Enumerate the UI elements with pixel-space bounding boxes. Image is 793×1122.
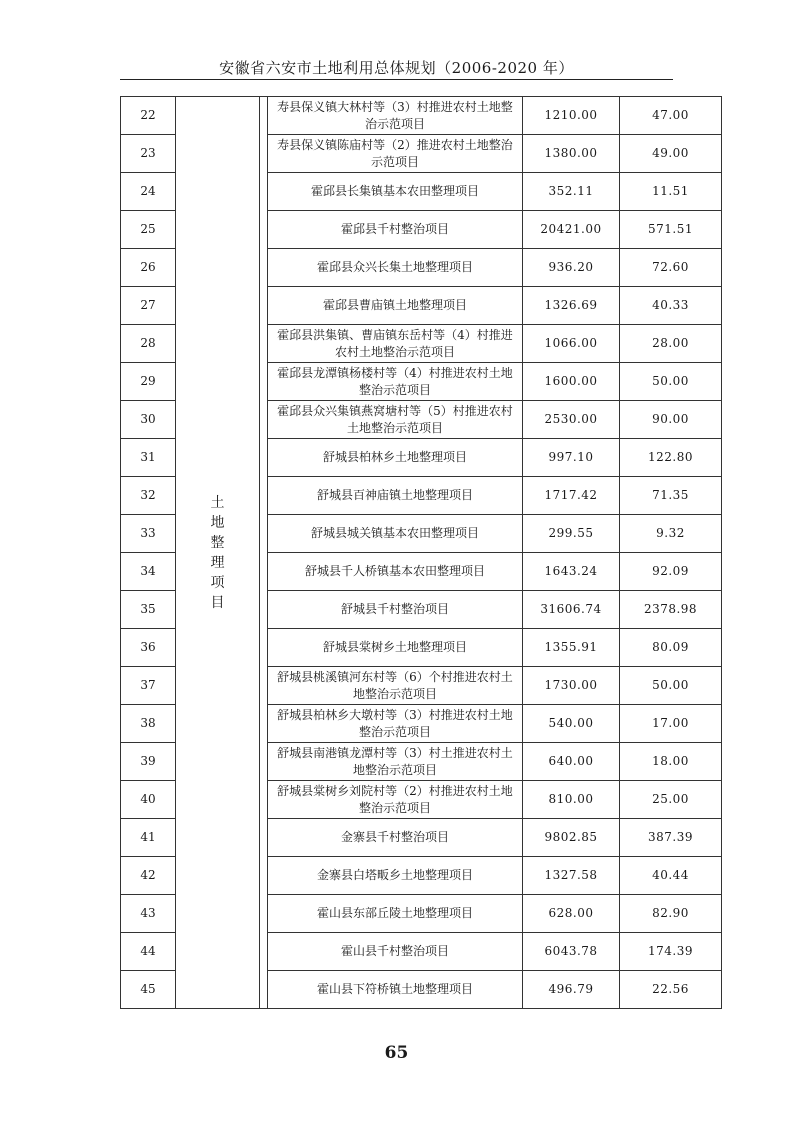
row-number: 22 xyxy=(121,97,176,135)
table-row xyxy=(121,97,722,135)
project-scale: 2530.00 xyxy=(523,401,620,439)
project-name: 霍邱县众兴长集土地整理项目 xyxy=(268,249,523,287)
row-number: 23 xyxy=(121,135,176,173)
project-name: 寿县保义镇大林村等（3）村推进农村土地整治示范项目 xyxy=(268,97,523,135)
project-scale: 1730.00 xyxy=(523,667,620,705)
project-name: 寿县保义镇陈庙村等（2）推进农村土地整治示范项目 xyxy=(268,135,523,173)
project-scale: 352.11 xyxy=(523,173,620,211)
project-amount: 2378.98 xyxy=(620,591,722,629)
project-amount: 571.51 xyxy=(620,211,722,249)
project-amount: 22.56 xyxy=(620,971,722,1009)
project-scale: 1066.00 xyxy=(523,325,620,363)
project-name: 金寨县白塔畈乡土地整理项目 xyxy=(268,857,523,895)
project-name: 舒城县棠树乡土地整理项目 xyxy=(268,629,523,667)
project-name: 霍邱县洪集镇、曹庙镇东岳村等（4）村推进农村土地整治示范项目 xyxy=(268,325,523,363)
project-scale: 31606.74 xyxy=(523,591,620,629)
project-name: 舒城县棠树乡刘院村等（2）村推进农村土地整治示范项目 xyxy=(268,781,523,819)
row-number: 33 xyxy=(121,515,176,553)
project-name: 霍邱县众兴集镇燕窝塘村等（5）村推进农村土地整治示范项目 xyxy=(268,401,523,439)
project-amount: 80.09 xyxy=(620,629,722,667)
project-name: 舒城县柏林乡大墩村等（3）村推进农村土地整治示范项目 xyxy=(268,705,523,743)
project-amount: 174.39 xyxy=(620,933,722,971)
project-scale: 1717.42 xyxy=(523,477,620,515)
project-name: 霍邱县千村整治项目 xyxy=(268,211,523,249)
project-amount: 40.33 xyxy=(620,287,722,325)
project-name: 霍邱县龙潭镇杨楼村等（4）村推进农村土地整治示范项目 xyxy=(268,363,523,401)
row-number: 35 xyxy=(121,591,176,629)
row-number: 41 xyxy=(121,819,176,857)
project-scale: 299.55 xyxy=(523,515,620,553)
row-number: 32 xyxy=(121,477,176,515)
page-number: 65 xyxy=(384,1043,409,1063)
category-label: 土地整理项目 xyxy=(210,494,225,611)
project-amount: 92.09 xyxy=(620,553,722,591)
project-name: 舒城县柏林乡土地整理项目 xyxy=(268,439,523,477)
spacer-column xyxy=(260,97,268,1009)
project-name: 舒城县城关镇基本农田整理项目 xyxy=(268,515,523,553)
project-name: 舒城县南港镇龙潭村等（3）村土推进农村土地整治示范项目 xyxy=(268,743,523,781)
project-amount: 72.60 xyxy=(620,249,722,287)
row-number: 28 xyxy=(121,325,176,363)
project-amount: 49.00 xyxy=(620,135,722,173)
project-scale: 1643.24 xyxy=(523,553,620,591)
row-number: 39 xyxy=(121,743,176,781)
row-number: 37 xyxy=(121,667,176,705)
project-name: 金寨县千村整治项目 xyxy=(268,819,523,857)
project-name: 霍山县千村整治项目 xyxy=(268,933,523,971)
project-name: 霍邱县长集镇基本农田整理项目 xyxy=(268,173,523,211)
project-amount: 387.39 xyxy=(620,819,722,857)
row-number: 43 xyxy=(121,895,176,933)
row-number: 29 xyxy=(121,363,176,401)
project-name: 舒城县桃溪镇河东村等（6）个村推进农村土地整治示范项目 xyxy=(268,667,523,705)
row-number: 38 xyxy=(121,705,176,743)
project-scale: 997.10 xyxy=(523,439,620,477)
project-scale: 640.00 xyxy=(523,743,620,781)
project-scale: 936.20 xyxy=(523,249,620,287)
row-number: 40 xyxy=(121,781,176,819)
project-amount: 40.44 xyxy=(620,857,722,895)
project-scale: 1327.58 xyxy=(523,857,620,895)
project-amount: 25.00 xyxy=(620,781,722,819)
row-number: 31 xyxy=(121,439,176,477)
row-number: 42 xyxy=(121,857,176,895)
page-header-title: 安徽省六安市土地利用总体规划（2006-2020 年） xyxy=(219,59,574,77)
project-amount: 9.32 xyxy=(620,515,722,553)
row-number: 26 xyxy=(121,249,176,287)
project-amount: 47.00 xyxy=(620,97,722,135)
project-amount: 122.80 xyxy=(620,439,722,477)
project-scale: 1380.00 xyxy=(523,135,620,173)
row-number: 27 xyxy=(121,287,176,325)
row-number: 45 xyxy=(121,971,176,1009)
project-amount: 71.35 xyxy=(620,477,722,515)
project-amount: 82.90 xyxy=(620,895,722,933)
project-scale: 628.00 xyxy=(523,895,620,933)
project-name: 舒城县百神庙镇土地整理项目 xyxy=(268,477,523,515)
project-scale: 1355.91 xyxy=(523,629,620,667)
project-amount: 11.51 xyxy=(620,173,722,211)
row-number: 36 xyxy=(121,629,176,667)
project-name: 霍邱县曹庙镇土地整理项目 xyxy=(268,287,523,325)
row-number: 24 xyxy=(121,173,176,211)
project-scale: 6043.78 xyxy=(523,933,620,971)
project-scale: 1326.69 xyxy=(523,287,620,325)
project-amount: 28.00 xyxy=(620,325,722,363)
project-scale: 9802.85 xyxy=(523,819,620,857)
project-name: 舒城县千村整治项目 xyxy=(268,591,523,629)
project-name: 霍山县东部丘陵土地整理项目 xyxy=(268,895,523,933)
project-amount: 50.00 xyxy=(620,363,722,401)
project-amount: 50.00 xyxy=(620,667,722,705)
row-number: 25 xyxy=(121,211,176,249)
project-name: 舒城县千人桥镇基本农田整理项目 xyxy=(268,553,523,591)
row-number: 34 xyxy=(121,553,176,591)
project-scale: 1210.00 xyxy=(523,97,620,135)
project-amount: 17.00 xyxy=(620,705,722,743)
project-amount: 90.00 xyxy=(620,401,722,439)
header-divider xyxy=(120,79,673,80)
project-name: 霍山县下符桥镇土地整理项目 xyxy=(268,971,523,1009)
project-amount: 18.00 xyxy=(620,743,722,781)
project-scale: 540.00 xyxy=(523,705,620,743)
row-number: 44 xyxy=(121,933,176,971)
project-table xyxy=(120,96,722,1009)
category-cell xyxy=(176,97,260,1009)
project-scale: 1600.00 xyxy=(523,363,620,401)
row-number: 30 xyxy=(121,401,176,439)
project-scale: 20421.00 xyxy=(523,211,620,249)
project-scale: 810.00 xyxy=(523,781,620,819)
project-scale: 496.79 xyxy=(523,971,620,1009)
